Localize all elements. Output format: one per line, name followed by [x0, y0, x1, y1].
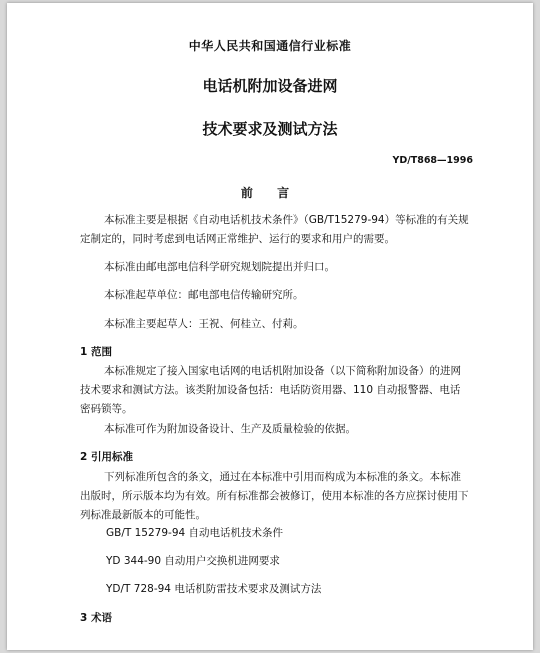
section-1-paragraph-2: 本标准可作为附加设备设计、生产及质量检验的依据。: [104, 423, 356, 435]
preface-paragraph-3: 本标准起草单位：邮电部电信传输研究所。: [104, 289, 304, 301]
section-1-paragraph-1: 本标准规定了接入国家电话网的电话机附加设备（以下简称附加设备）的进网技术要求和测试方法。该类附加设备包括：电话防资用器、110 自动报警器、电话密码锁等。: [80, 365, 461, 415]
document-title-line2: 技术要求及测试方法: [202, 120, 338, 138]
preface-heading: 前 言: [240, 186, 300, 200]
preface-paragraph-4: 本标准主要起草人：王祝、何桂立、付莉。: [104, 318, 304, 330]
standard-code: YD/T868—1996: [392, 155, 473, 166]
reference-item: YD/T 728-94 电话机防雷技术要求及测试方法: [106, 583, 322, 595]
section-3-heading: 3 术语: [80, 612, 112, 624]
document-page: [7, 3, 533, 650]
reference-item: GB/T 15279-94 自动电话机技术条件: [106, 527, 284, 539]
section-2-paragraph-1: 下列标准所包含的条文，通过在本标准中引用而构成为本标准的条文。本标准出版时，所示版本均为有效。所有标准都会被修订，使用本标准的各方应探讨使用下列标准最新版本的可能性。: [80, 471, 469, 521]
reference-item: YD 344-90 自动用户交换机进网要求: [106, 555, 280, 567]
issuing-organization: 中华人民共和国通信行业标准: [188, 39, 352, 53]
section-1-heading: 1 范围: [80, 346, 112, 358]
document-title-line1: 电话机附加设备进网: [202, 77, 338, 95]
preface-paragraph-1: 本标准主要是根据《自动电话机技术条件》（GB/T15279-94）等标准的有关规定制定的，同时考虑到电话网正常维护、运行的要求和用户的需要。: [80, 214, 469, 245]
section-2-heading: 2 引用标准: [80, 451, 133, 463]
preface-paragraph-2: 本标准由邮电部电信科学研究规划院提出并归口。: [104, 261, 335, 273]
